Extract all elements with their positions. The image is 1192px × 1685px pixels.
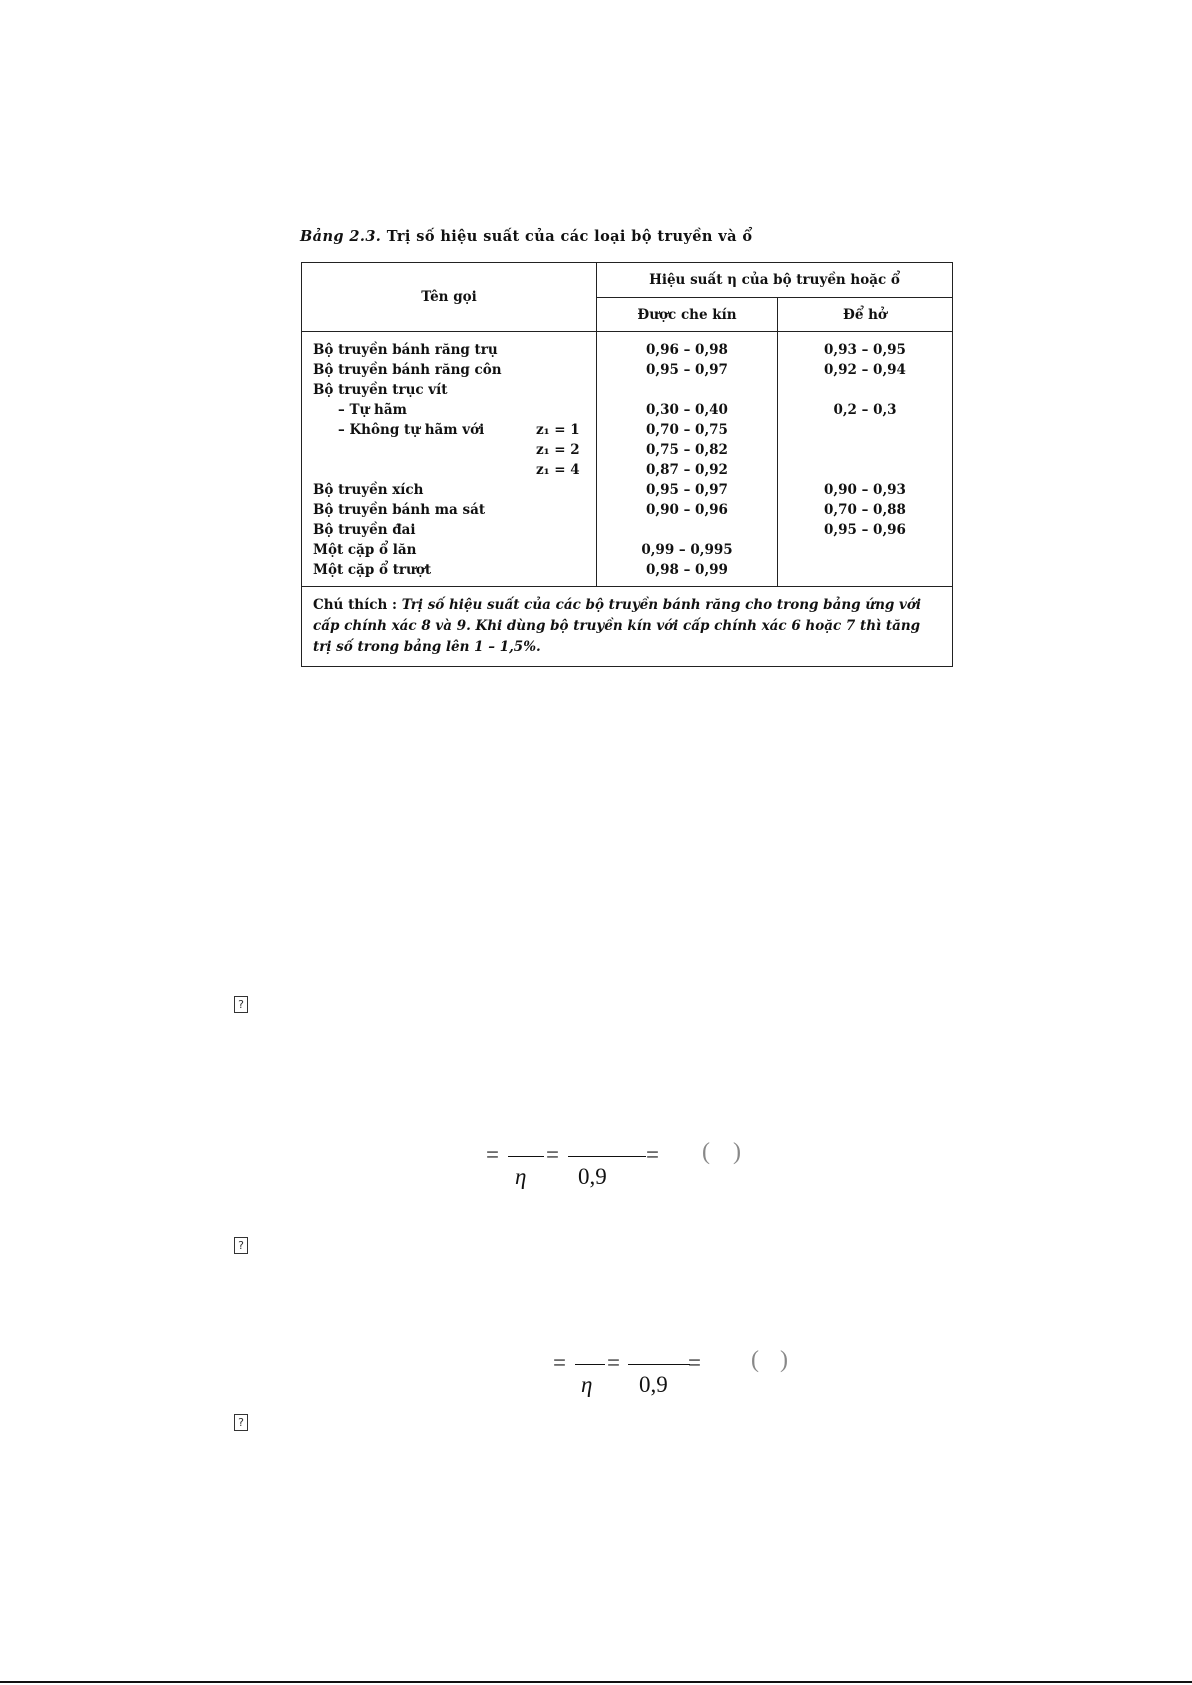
equals-sign: = <box>486 1142 499 1167</box>
row-closed <box>597 380 777 400</box>
row-name-z <box>302 420 596 440</box>
equals-sign: = <box>607 1350 620 1375</box>
row-closed: 0,75 – 0,82 <box>646 442 728 458</box>
row-open <box>778 560 952 580</box>
paren-right: ) <box>733 1139 741 1165</box>
row-z-value: z₁ = 2 <box>536 442 580 458</box>
row-name: – Không tự hãm với <box>338 422 485 438</box>
note-text: Trị số hiệu suất của các bộ truyền bánh răng cho trong bảng ứng với cấp chính xác 8 và 9. Khi dùng bộ truyền kín với cấp chính xác 6 hoặc 7 thì tăng trị số trong bảng lên 1 – 1,5%. <box>313 597 922 655</box>
row-open <box>778 540 952 560</box>
table-caption <box>300 228 752 245</box>
row-closed <box>597 520 777 540</box>
open-column <box>778 332 953 587</box>
row-name <box>338 460 536 480</box>
row-name-z <box>302 460 596 480</box>
names-column <box>302 332 597 587</box>
table-caption-text: Trị số hiệu suất của các loại bộ truyền và ổ <box>386 228 753 245</box>
missing-glyph-icon: ? <box>234 1237 248 1254</box>
paren-left: ( <box>751 1347 759 1373</box>
equation-1 <box>486 1139 746 1202</box>
row-closed: 0,95 – 0,97 <box>646 482 728 498</box>
row-name: Một cặp ổ trượt <box>313 562 432 578</box>
row-open <box>778 440 952 460</box>
row-name: – Tự hãm <box>338 402 407 418</box>
equals-sign: = <box>553 1350 566 1375</box>
paren-left: ( <box>702 1139 710 1165</box>
closed-column <box>597 332 778 587</box>
row-open: 0,90 – 0,93 <box>824 482 906 498</box>
row-name: Bộ truyền xích <box>313 482 424 498</box>
note-label: Chú thích : <box>313 597 397 613</box>
row-open: 0,93 – 0,95 <box>824 342 906 358</box>
row-closed: 0,30 – 0,40 <box>646 402 728 418</box>
row-open <box>778 380 952 400</box>
row-name <box>338 440 536 460</box>
row-open: 0,2 – 0,3 <box>833 402 897 418</box>
header-open: Để hở <box>778 298 953 332</box>
denominator: 0,9 <box>639 1372 668 1397</box>
row-closed: 0,87 – 0,92 <box>646 462 728 478</box>
denominator: 0,9 <box>578 1164 607 1189</box>
equals-sign: = <box>646 1142 659 1167</box>
row-name: Bộ truyền trục vít <box>313 382 448 398</box>
header-name: Tên gọi <box>302 263 597 332</box>
row-name: Bộ truyền bánh răng côn <box>313 362 502 378</box>
fraction-bar <box>628 1364 690 1365</box>
eta-symbol: η <box>581 1372 593 1397</box>
paren-right: ) <box>780 1347 788 1373</box>
eta-symbol: η <box>515 1164 527 1189</box>
missing-glyph-icon: ? <box>234 996 248 1013</box>
equals-sign: = <box>546 1142 559 1167</box>
header-efficiency-group: Hiệu suất η của bộ truyền hoặc ổ <box>597 263 953 298</box>
table-note <box>302 587 953 667</box>
row-name: Bộ truyền đai <box>313 522 416 538</box>
row-closed: 0,95 – 0,97 <box>646 362 728 378</box>
row-closed: 0,99 – 0,995 <box>641 542 733 558</box>
missing-glyph-icon: ? <box>234 1414 248 1431</box>
row-name: Một cặp ổ lăn <box>313 542 417 558</box>
fraction-bar <box>568 1156 646 1157</box>
row-open: 0,95 – 0,96 <box>824 522 906 538</box>
row-name-z <box>302 440 596 460</box>
row-open <box>778 460 952 480</box>
table-caption-label: Bảng 2.3. <box>300 228 382 245</box>
bottom-rule <box>0 1681 1192 1683</box>
equation-2 <box>553 1347 793 1410</box>
fraction-bar <box>508 1156 544 1157</box>
row-closed: 0,98 – 0,99 <box>646 562 728 578</box>
row-open: 0,92 – 0,94 <box>824 362 906 378</box>
row-closed: 0,90 – 0,96 <box>646 502 728 518</box>
equals-sign: = <box>688 1350 701 1375</box>
row-z-value: z₁ = 1 <box>536 422 580 438</box>
fraction-bar <box>575 1364 605 1365</box>
efficiency-table <box>301 262 953 667</box>
row-closed: 0,70 – 0,75 <box>646 422 728 438</box>
row-name: Bộ truyền bánh răng trụ <box>313 342 498 358</box>
row-open: 0,70 – 0,88 <box>824 502 906 518</box>
header-closed: Được che kín <box>597 298 778 332</box>
row-name: Bộ truyền bánh ma sát <box>313 502 486 518</box>
row-open <box>778 420 952 440</box>
row-z-value: z₁ = 4 <box>536 462 580 478</box>
row-closed: 0,96 – 0,98 <box>646 342 728 358</box>
